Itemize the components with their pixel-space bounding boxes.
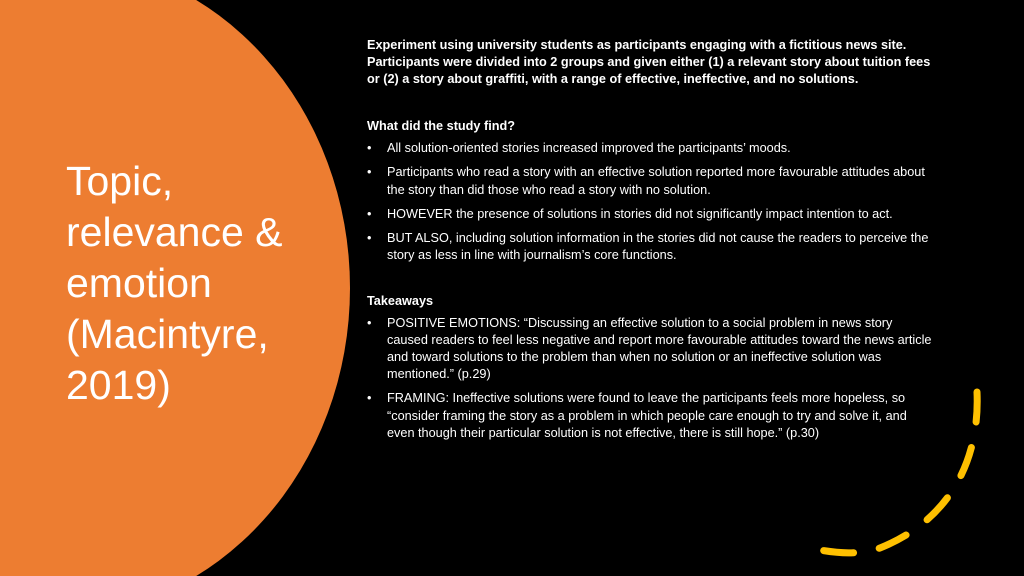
slide-title <box>66 156 336 411</box>
bullet-icon: • <box>367 206 372 221</box>
list-item <box>367 315 932 383</box>
bullet-icon: • <box>367 165 372 180</box>
list-item-text: Participants who read a story with an effective solution reported more favourable attitudes about the story than did those who read a story with no solution. <box>387 165 925 197</box>
bullet-icon: • <box>367 316 372 331</box>
list-item-text: HOWEVER the presence of solutions in stories did not significantly impact intention to act. <box>387 206 893 221</box>
findings-heading: What did the study find? <box>367 119 516 134</box>
title-line: relevance & <box>66 209 283 255</box>
list-item <box>367 230 932 264</box>
list-item-text: POSITIVE EMOTIONS: “Discussing an effective solution to a social problem in news story caused readers to feel less negative and report more favourable attitudes toward the news article and toward solutions to the problem than when no solution or an ineffective solution was mentioned.” (p.29) <box>387 316 932 382</box>
bullet-icon: • <box>367 141 372 156</box>
dashed-arc-decoration <box>790 380 990 560</box>
title-line: (Macintyre, <box>66 311 269 357</box>
list-item <box>367 206 932 223</box>
bullet-icon: • <box>367 391 372 406</box>
title-line: emotion <box>66 260 212 306</box>
takeaways-heading: Takeaways <box>367 293 434 308</box>
title-line: Topic, <box>66 158 174 204</box>
list-item <box>367 140 932 157</box>
intro-paragraph: Experiment using university students as participants engaging with a fictitious news site. Participants were divided into 2 groups and given either (1) a relevant story about tuition fees or (2) a story about graffiti, with a range of effective, ineffective, and no solutions. <box>367 38 931 87</box>
findings-list <box>367 140 932 264</box>
list-item <box>367 164 932 198</box>
title-line: 2019) <box>66 362 171 408</box>
list-item-text: All solution-oriented stories increased improved the participants’ moods. <box>387 141 791 156</box>
list-item-text: FRAMING: Ineffective solutions were found to leave the participants feels more hopeless, so “consider framing the story as a problem in which people care enough to try and solve it, and even though their particular solution is not effective, there is still hope.” (p.30) <box>387 391 907 440</box>
bullet-icon: • <box>367 230 372 245</box>
list-item-text: BUT ALSO, including solution information in the stories did not cause the readers to perceive the story as less in line with journalism’s core functions. <box>387 230 929 262</box>
